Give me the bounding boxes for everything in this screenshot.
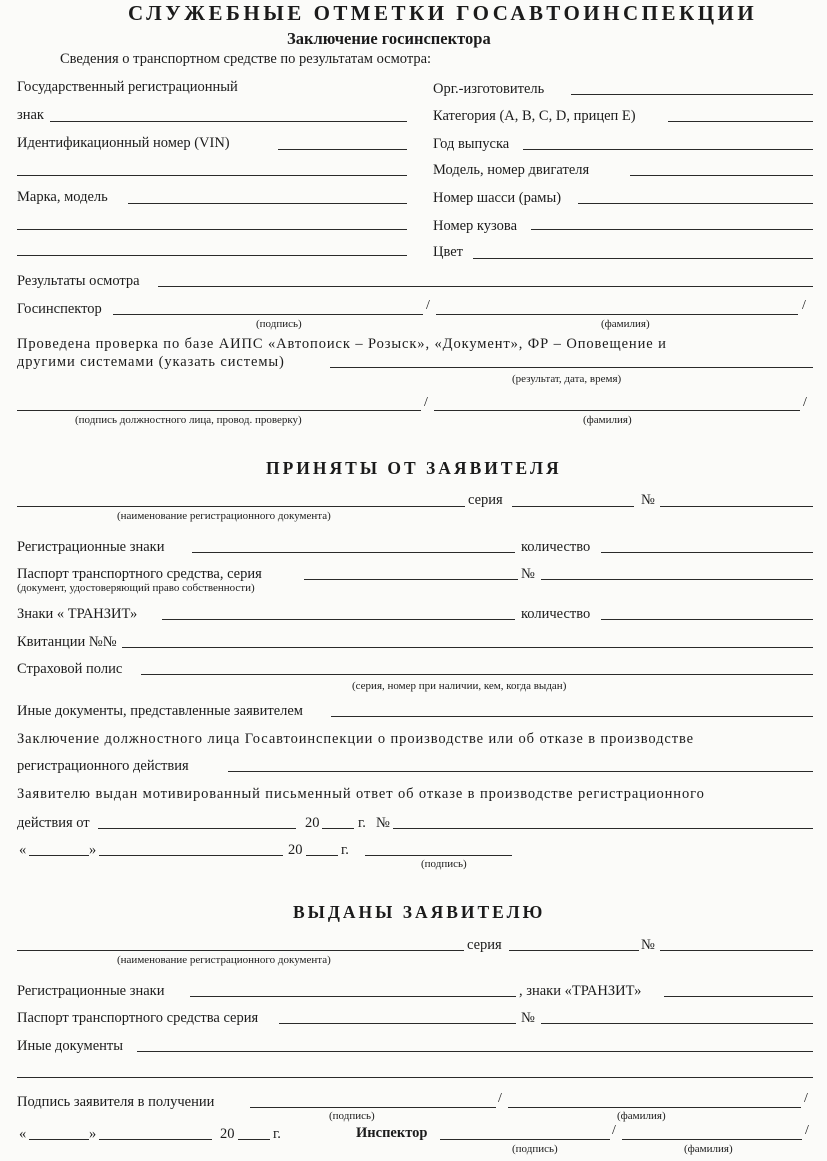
- close-quote: »: [89, 842, 97, 858]
- year-suffix: г.: [341, 842, 349, 858]
- db-check-systems-field[interactable]: [330, 367, 813, 368]
- body-label: Номер кузова: [433, 218, 518, 234]
- issued-open-quote: «: [19, 1126, 27, 1142]
- inspector-signature-field[interactable]: [113, 314, 423, 315]
- refusal-number-field[interactable]: [393, 828, 813, 829]
- db-check-text-2: другими системами (указать системы): [17, 354, 285, 370]
- separator-slash: /: [424, 395, 428, 410]
- received-number-label: №: [641, 492, 655, 508]
- received-number-field[interactable]: [660, 506, 813, 507]
- conclusion-signature-caption: (подпись): [421, 858, 467, 870]
- received-passport-caption: (документ, удостоверяющий право собственности): [17, 582, 255, 594]
- official-surname-caption: (фамилия): [583, 414, 632, 426]
- official-caption: (подпись должностного лица, провод. проверку): [75, 414, 302, 426]
- conclusion-field[interactable]: [228, 771, 813, 772]
- vin-field-continued[interactable]: [17, 175, 407, 176]
- refusal-year-suffix: г.: [358, 815, 366, 831]
- other-docs-field[interactable]: [331, 716, 813, 717]
- issued-passport-label: Паспорт транспортного средства серия: [17, 1010, 259, 1026]
- received-doc-name-field[interactable]: [17, 506, 465, 507]
- results-label: Результаты осмотра: [17, 273, 140, 289]
- reg-sign-label-1: Государственный регистрационный: [17, 79, 238, 95]
- issued-title: ВЫДАНЫ ЗАЯВИТЕЛЮ: [293, 902, 546, 922]
- insurance-caption: (серия, номер при наличии, кем, когда выдан): [352, 680, 567, 692]
- received-quantity-field[interactable]: [601, 552, 813, 553]
- chassis-field[interactable]: [578, 203, 813, 204]
- reg-sign-label-2: знак: [17, 107, 44, 123]
- refusal-date-label: действия от: [17, 815, 90, 831]
- refusal-text: Заявителю выдан мотивированный письменный ответ об отказе в производстве регистрационного: [17, 786, 705, 802]
- conclusion-signature-field[interactable]: [365, 855, 512, 856]
- issued-passport-number-label: №: [521, 1010, 535, 1026]
- separator-slash: /: [804, 1091, 808, 1106]
- issued-doc-caption: (наименование регистрационного документа): [117, 954, 331, 966]
- refusal-year-prefix: 20: [305, 815, 320, 831]
- issued-passport-series-field[interactable]: [279, 1023, 516, 1024]
- receipts-field[interactable]: [122, 647, 813, 648]
- issued-series-field[interactable]: [509, 950, 639, 951]
- issued-number-label: №: [641, 937, 655, 953]
- year-label: Год выпуска: [433, 136, 510, 152]
- received-quantity-label-2: количество: [521, 606, 591, 622]
- conclusion-text-1: Заключение должностного лица Госавтоинспекции о производстве или об отказе в производстве: [17, 731, 694, 747]
- inspector-label: Госинспектор: [17, 301, 102, 317]
- received-plates-label: Регистрационные знаки: [17, 539, 165, 555]
- separator-slash: /: [426, 298, 430, 313]
- issued-transit-field[interactable]: [664, 996, 813, 997]
- manufacturer-field[interactable]: [571, 94, 813, 95]
- received-transit-label: Знаки « ТРАНЗИТ»: [17, 606, 138, 622]
- other-docs-label: Иные документы, представленные заявителем: [17, 703, 303, 719]
- category-label: Категория (A, B, C, D, прицеп E): [433, 108, 636, 124]
- issued-doc-name-field[interactable]: [17, 950, 464, 951]
- separator-slash: /: [498, 1091, 502, 1106]
- surname-caption: (фамилия): [601, 318, 650, 330]
- issued-series-label: серия: [467, 937, 502, 953]
- reg-sign-field[interactable]: [50, 121, 407, 122]
- refusal-number-label: №: [376, 815, 390, 831]
- applicant-surname-caption: (фамилия): [617, 1110, 666, 1122]
- issued-plates-label: Регистрационные знаки: [17, 983, 165, 999]
- refusal-year-field[interactable]: [322, 828, 354, 829]
- applicant-signature-caption: (подпись): [329, 1110, 375, 1122]
- color-label: Цвет: [433, 244, 464, 260]
- received-title: ПРИНЯТЫ ОТ ЗАЯВИТЕЛЯ: [266, 458, 562, 478]
- separator-slash: /: [612, 1123, 616, 1138]
- inspector-surname-field[interactable]: [436, 314, 798, 315]
- received-quantity-label: количество: [521, 539, 591, 555]
- received-series-label: серия: [468, 492, 503, 508]
- date-day-field[interactable]: [29, 855, 89, 856]
- signature-caption: (подпись): [256, 318, 302, 330]
- received-passport-number-field[interactable]: [541, 579, 813, 580]
- issued-other-docs-field[interactable]: [137, 1051, 813, 1052]
- received-plates-field[interactable]: [192, 552, 515, 553]
- receipts-label: Квитанции №№: [17, 634, 117, 650]
- chassis-label: Номер шасси (рамы): [433, 190, 562, 206]
- issued-year-suffix: г.: [273, 1126, 281, 1142]
- separator-slash: /: [805, 1123, 809, 1138]
- page-subtitle: Заключение госинспектора: [287, 29, 491, 48]
- year-field[interactable]: [306, 855, 338, 856]
- issued-year-prefix: 20: [220, 1126, 235, 1142]
- insurance-label: Страховой полис: [17, 661, 123, 677]
- received-series-field[interactable]: [512, 506, 634, 507]
- received-doc-caption: (наименование регистрационного документа): [117, 510, 331, 522]
- category-field[interactable]: [668, 121, 813, 122]
- issued-inspector-surname-caption: (фамилия): [684, 1143, 733, 1155]
- engine-label: Модель, номер двигателя: [433, 162, 590, 178]
- intro-text: Сведения о транспортном средстве по результатам осмотра:: [60, 51, 432, 67]
- applicant-surname-field[interactable]: [508, 1107, 801, 1108]
- make-model-label: Марка, модель: [17, 189, 108, 205]
- received-passport-series-field[interactable]: [304, 579, 518, 580]
- received-passport-label: Паспорт транспортного средства, серия: [17, 566, 262, 582]
- received-transit-field[interactable]: [162, 619, 515, 620]
- separator-slash: /: [802, 298, 806, 313]
- official-signature-field[interactable]: [17, 410, 421, 411]
- engine-field[interactable]: [630, 175, 813, 176]
- received-quantity-field-2[interactable]: [601, 619, 813, 620]
- separator-slash: /: [803, 395, 807, 410]
- result-caption: (результат, дата, время): [512, 373, 622, 385]
- issued-passport-number-field[interactable]: [541, 1023, 813, 1024]
- year-prefix: 20: [288, 842, 303, 858]
- db-check-text-1: Проведена проверка по базе АИПС «Автопоиск – Розыск», «Документ», ФР – Оповещение и: [17, 336, 667, 352]
- vin-label: Идентификационный номер (VIN): [17, 135, 230, 151]
- conclusion-text-2: регистрационного действия: [17, 758, 189, 774]
- issued-inspector-label: Инспектор: [356, 1125, 428, 1141]
- make-model-field-continued-2[interactable]: [17, 255, 407, 256]
- issued-transit-label: , знаки «ТРАНЗИТ»: [519, 983, 642, 999]
- year-field[interactable]: [523, 149, 813, 150]
- color-field[interactable]: [473, 258, 813, 259]
- manufacturer-label: Орг.-изготовитель: [433, 81, 545, 97]
- open-quote: «: [19, 842, 27, 858]
- refusal-date-field[interactable]: [98, 828, 296, 829]
- date-month-field[interactable]: [99, 855, 283, 856]
- issued-inspector-signature-field[interactable]: [440, 1139, 610, 1140]
- issued-close-quote: »: [89, 1126, 97, 1142]
- received-passport-number-label: №: [521, 566, 535, 582]
- applicant-signature-field[interactable]: [250, 1107, 496, 1108]
- applicant-sign-label: Подпись заявителя в получении: [17, 1094, 215, 1110]
- issued-year-field[interactable]: [238, 1139, 270, 1140]
- issued-inspector-surname-field[interactable]: [622, 1139, 802, 1140]
- issued-date-day-field[interactable]: [29, 1139, 89, 1140]
- official-surname-field[interactable]: [434, 410, 800, 411]
- make-model-field[interactable]: [128, 203, 407, 204]
- results-field[interactable]: [158, 286, 813, 287]
- make-model-field-continued[interactable]: [17, 229, 407, 230]
- body-field[interactable]: [531, 229, 813, 230]
- issued-inspector-signature-caption: (подпись): [512, 1143, 558, 1155]
- issued-date-month-field[interactable]: [99, 1139, 212, 1140]
- insurance-field[interactable]: [141, 674, 813, 675]
- issued-number-field[interactable]: [660, 950, 813, 951]
- issued-other-docs-field-continued[interactable]: [17, 1077, 813, 1078]
- issued-plates-field[interactable]: [190, 996, 516, 997]
- page-title: СЛУЖЕБНЫЕ ОТМЕТКИ ГОСАВТОИНСПЕКЦИИ: [128, 1, 758, 25]
- issued-other-docs-label: Иные документы: [17, 1038, 124, 1054]
- vin-field[interactable]: [278, 149, 407, 150]
